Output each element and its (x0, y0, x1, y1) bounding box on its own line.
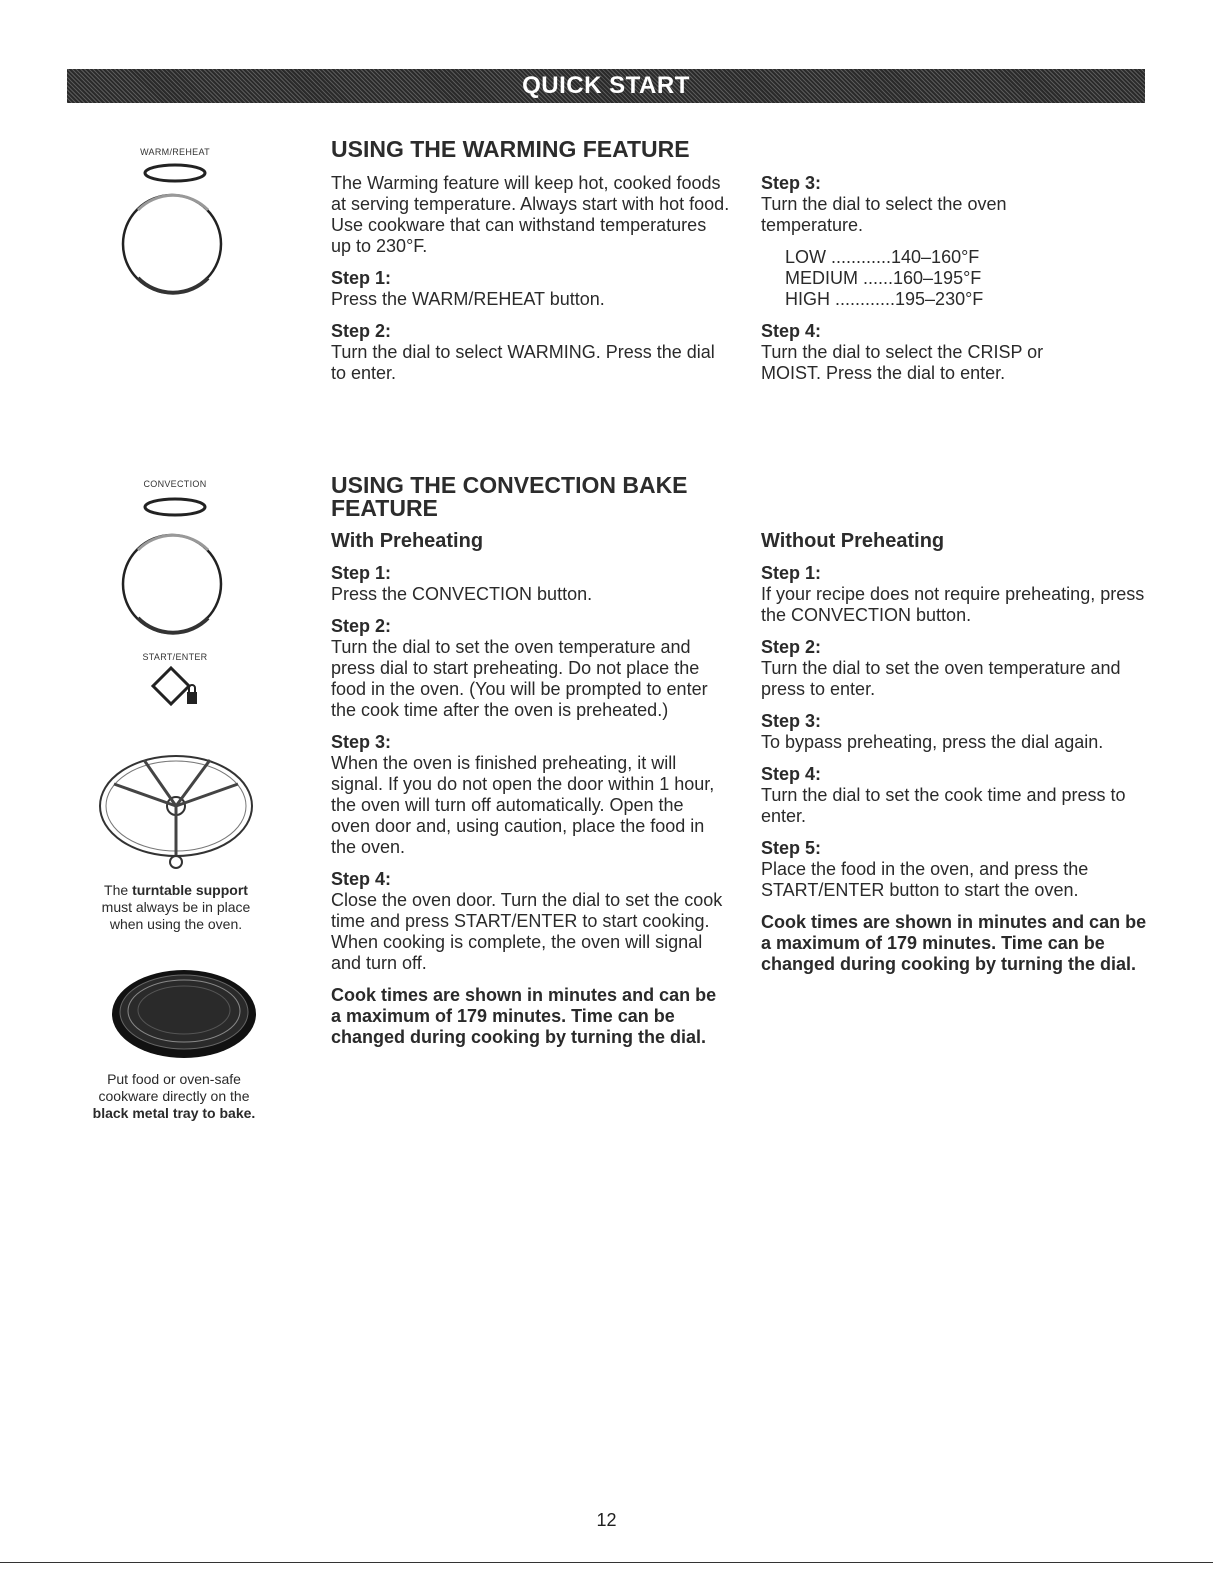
without-preheating-heading: Without Preheating (761, 530, 945, 552)
warming-step-2-label: Step 2: (331, 321, 392, 341)
warming-intro: The Warming feature will keep hot, cooked foods at serving temperature. Always start with hot food. Use cookware that can withstand temperatures up to 230°F. (331, 173, 730, 256)
turntable-caption-pre: The (104, 882, 133, 898)
warming-step-3-label: Step 3: (761, 173, 822, 193)
tray-caption-line1: Put food or oven-safe (107, 1071, 241, 1087)
banner-title: QUICK START (522, 72, 690, 99)
start-enter-label: START/ENTER (142, 652, 208, 662)
np-step-1-text: If your recipe does not require preheating, press the CONVECTION button. (761, 584, 1145, 625)
wp-step-4-label: Step 4: (331, 869, 392, 889)
tray-caption-line2: cookware directly on the (98, 1088, 250, 1104)
wp-step-3-label: Step 3: (331, 732, 392, 752)
wp-step-3-text: When the oven is finished preheating, it will signal. If you do not open the door within 1 hour, the oven will turn off automatically. Open the oven door and, using caution, place the food in the oven. (331, 753, 715, 857)
with-preheating-heading: With Preheating (331, 530, 484, 552)
np-cook-time-note: Cook times are shown in minutes and can be a maximum of 179 minutes. Time can be changed during cooking by turning the dial. (761, 912, 1147, 974)
warming-section-title: USING THE WARMING FEATURE (331, 136, 690, 162)
wp-step-1-label: Step 1: (331, 563, 392, 583)
warming-step-4-text: Turn the dial to select the CRISP or MOIST. Press the dial to enter. (761, 342, 1044, 383)
wp-step-2-text: Turn the dial to set the oven temperature and press dial to start preheating. Do not place the food in the oven. (You will be prompted to enter the cook time after the oven is preheated.) (331, 637, 708, 720)
with-preheating-column (331, 531, 726, 1048)
tray-caption-bold: black metal tray to bake. (92, 1105, 256, 1121)
temp-row-high: HIGH ............195–230°F (785, 289, 984, 309)
wp-step-2-label: Step 2: (331, 616, 392, 636)
temperature-table (785, 247, 1091, 310)
np-step-3-text: To bypass preheating, press the dial again. (761, 732, 1104, 752)
convection-label: CONVECTION (143, 479, 207, 489)
np-step-5-label: Step 5: (761, 838, 822, 858)
np-step-5-text: Place the food in the oven, and press the START/ENTER button to start the oven. (761, 859, 1089, 900)
warming-step-1-label: Step 1: (331, 268, 392, 288)
convection-button-icon (140, 494, 210, 520)
turntable-caption (86, 882, 266, 933)
wp-step-4-text: Close the oven door. Turn the dial to set the cook time and press START/ENTER to start cooking. When cooking is complete, the oven will signal and turn off. (331, 890, 723, 973)
np-step-3-label: Step 3: (761, 711, 822, 731)
np-step-1-label: Step 1: (761, 563, 822, 583)
warming-right-column (761, 173, 1091, 384)
page-number: 12 (596, 1510, 617, 1530)
np-step-2-text: Turn the dial to set the oven temperature and press to enter. (761, 658, 1121, 699)
temp-row-low: LOW ............140–160°F (785, 247, 980, 267)
convection-title-line2: FEATURE (331, 495, 438, 521)
np-step-4-text: Turn the dial to set the cook time and press to enter. (761, 785, 1126, 826)
warm-reheat-button-icon (140, 160, 210, 186)
bottom-divider (0, 1562, 1213, 1563)
dial-icon (118, 190, 226, 298)
wp-step-1-text: Press the CONVECTION button. (331, 584, 593, 604)
black-metal-tray-icon (108, 964, 260, 1064)
np-step-4-label: Step 4: (761, 764, 822, 784)
dial-icon (118, 530, 226, 638)
warming-left-column (331, 173, 731, 384)
turntable-support-icon (96, 748, 256, 876)
warming-step-1-text: Press the WARM/REHEAT button. (331, 289, 605, 309)
warm-reheat-label: WARM/REHEAT (140, 147, 210, 157)
convection-title-line1: USING THE CONVECTION BAKE (331, 472, 688, 498)
convection-section-title (331, 474, 688, 520)
turntable-caption-rest: must always be in place when using the oven. (101, 899, 251, 932)
section-banner (67, 69, 1145, 103)
warming-step-2-text: Turn the dial to select WARMING. Press the dial to enter. (331, 342, 715, 383)
tray-caption (76, 1071, 272, 1122)
temp-row-medium: MEDIUM ......160–195°F (785, 268, 982, 288)
warming-step-3-text: Turn the dial to select the oven temperature. (761, 194, 1007, 235)
turntable-caption-bold: turntable support (132, 882, 248, 898)
np-step-2-label: Step 2: (761, 637, 822, 657)
warming-step-4-label: Step 4: (761, 321, 822, 341)
wp-cook-time-note: Cook times are shown in minutes and can be a maximum of 179 minutes. Time can be changed during cooking by turning the dial. (331, 985, 717, 1047)
without-preheating-column (761, 531, 1151, 975)
start-enter-button-icon (143, 664, 209, 714)
